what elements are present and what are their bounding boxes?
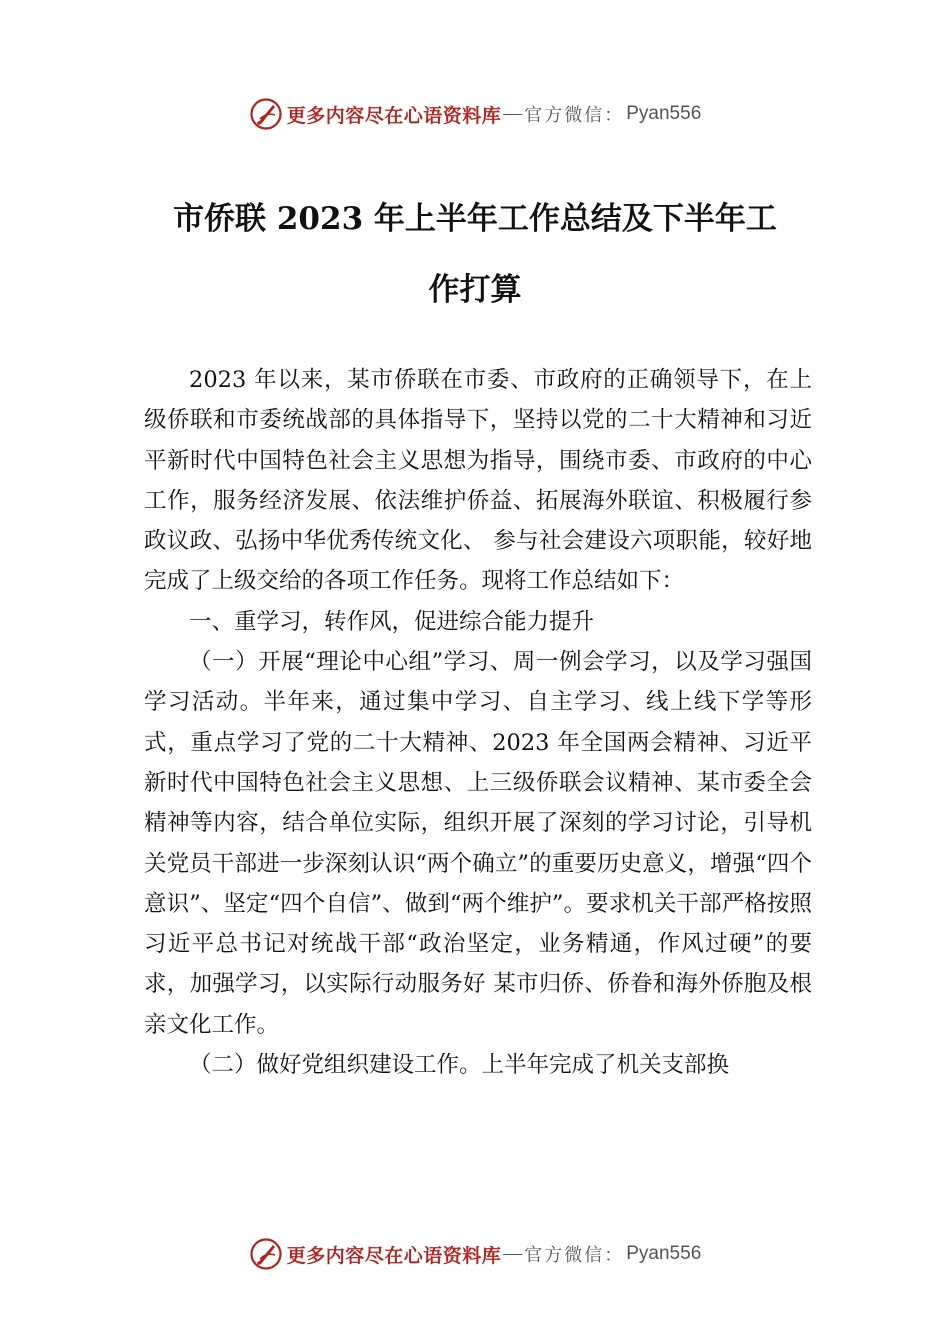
banner-wechat-id: Pyan556	[626, 1243, 702, 1264]
page-title-line-2: 作打算	[428, 272, 522, 308]
paragraph-study: （一）开展“理论中心组”学习、周一例会学习，以及学习强国学习活动。半年来，通过集中学习、自主学习、线上线下学等形式，重点学习了党的二十大精神、2023 年全国两会精神、习近平新时代中国特色社会主义思想、上三级侨联会议精神、某市委全会精神等内容，结合单位实际，组织开展了深刻的学习讨论，引导机关党员干部进一步深刻认识“两个确立”的重要历史意义，增强“四个意识”、坚定“四个自信”、做到“两个维护”。要求机关干部严格按照习近平总书记对统战干部“政治坚定，业务精通，作风过硬”的要求，加强学习，以实际行动服务好 某市归侨、侨眷和海外侨胞及根亲文化工作。	[144, 649, 812, 1038]
banner-wechat-id: Pyan556	[626, 103, 702, 124]
banner-dash: —	[503, 103, 523, 124]
quill-logo-icon	[249, 1237, 283, 1271]
banner-site-text: 更多内容尽在心语资料库	[286, 1244, 502, 1267]
quill-logo-icon	[249, 97, 283, 131]
banner-site-text: 更多内容尽在心语资料库	[286, 104, 502, 127]
paragraph-intro: 2023 年以来，某市侨联在市委、市政府的正确领导下，在上级侨联和市委统战部的具体指导下，坚持以党的二十大精神和习近平新时代中国特色社会主义思想为指导，围绕市委、市政府的中心工作，服务经济发展、依法维护侨益、拓展海外联谊、积极履行参政议政、弘扬中华优秀传统文化、 参与社会建设六项职能，较好地完成了上级交给的各项工作任务。现将工作总结如下：	[144, 367, 812, 595]
footer-banner	[0, 1234, 950, 1274]
banner-wechat-label: 官方微信：	[524, 105, 625, 126]
page-title-line-1: 市侨联 2023 年上半年工作总结及下半年工	[173, 201, 777, 237]
section-heading-1: 一、重学习，转作风，促进综合能力提升	[189, 608, 595, 635]
banner-dash: —	[503, 1243, 523, 1264]
paragraph-party-building: （二）做好党组织建设工作。上半年完成了机关支部换	[189, 1052, 730, 1079]
document-body	[144, 360, 812, 1180]
banner-wechat-label: 官方微信：	[524, 1245, 625, 1266]
header-banner	[0, 94, 950, 134]
